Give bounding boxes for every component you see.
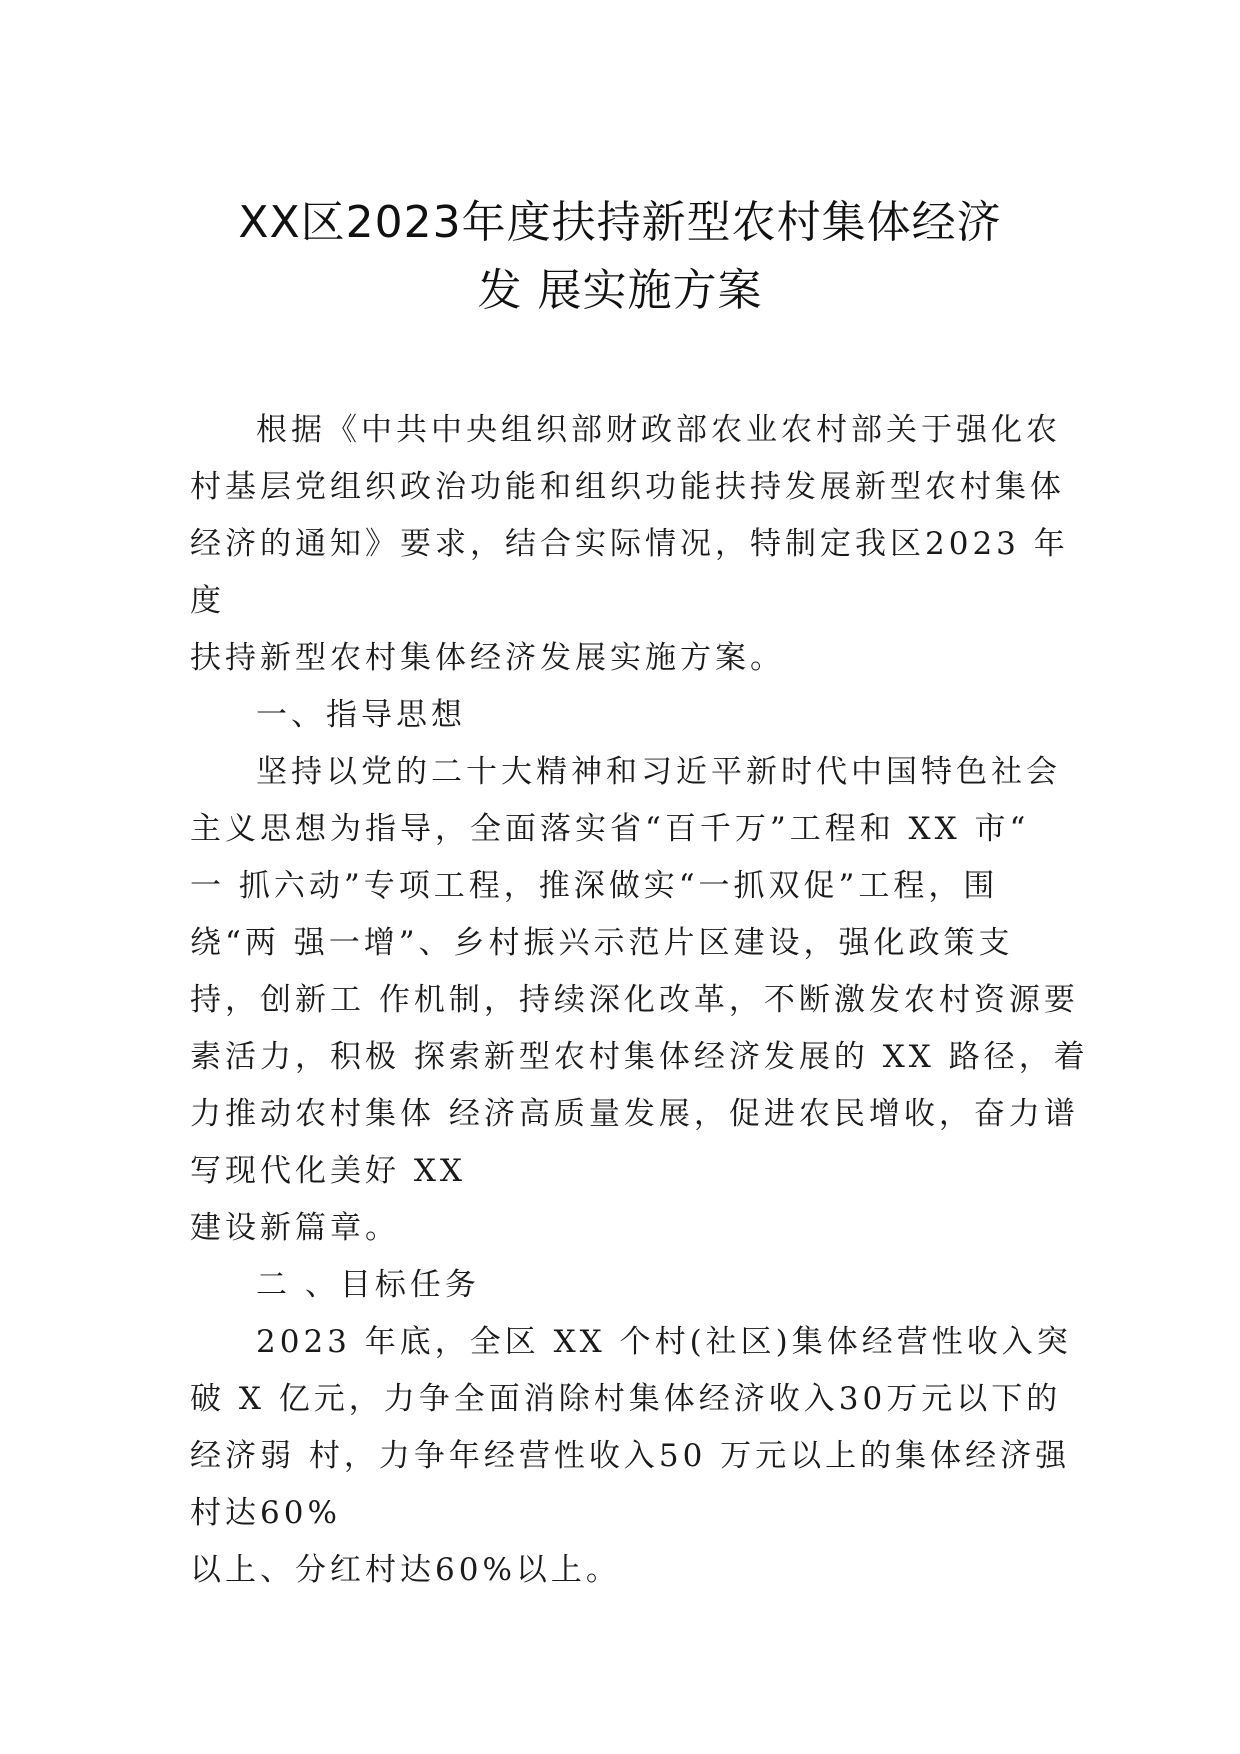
body-line: 2023 年底，全区 XX 个村(社区)集体经营性收入突 — [256, 1324, 1072, 1360]
body-line: 建设新篇章。 — [190, 1210, 400, 1246]
body-line: 一 抓六动”专项工程，推深做实“一抓双促”工程，围 — [190, 868, 999, 904]
body-line: 破 X 亿元，力争全面消除村集体经济收入30万元以下的 — [190, 1381, 1062, 1417]
body-line: 素活力，积极 探索新型农村集体经济发展的 XX 路径，着 — [190, 1039, 1089, 1075]
body-line: 写现代化美好 XX — [190, 1153, 466, 1189]
body-line: 坚持以党的二十大精神和习近平新时代中国特色社会 — [256, 754, 1061, 790]
body-line: 村基层党组织政治功能和组织功能扶持发展新型农村集体 — [190, 469, 1065, 505]
body-line: 持，创新工 作机制，持续深化改革，不断激发农村资源要 — [190, 982, 1079, 1018]
body-line: 度 — [190, 583, 225, 619]
document-title-line-2: 发 展实施方案 — [477, 265, 763, 316]
section-heading: 二 、目标任务 — [256, 1267, 480, 1303]
body-line: 村达60% — [190, 1495, 341, 1531]
document-title-line-1: XX区2023年度扶持新型农村集体经济 — [238, 197, 1002, 248]
body-line: 绕“两 强一增”、乡村振兴示范片区建设，强化政策支 — [190, 925, 1014, 961]
body-line: 扶持新型农村集体经济发展实施方案。 — [190, 640, 785, 676]
body-line: 主义思想为指导，全面落实省“百千万”工程和 XX 市“ — [190, 811, 1030, 847]
body-line: 经济弱 村，力争年经营性收入50 万元以上的集体经济强 — [190, 1438, 1071, 1474]
section-heading: 一、指导思想 — [256, 697, 466, 733]
body-line: 力推动农村集体 经济高质量发展，促进农民增收，奋力谱 — [190, 1096, 1079, 1132]
body-line: 根据《中共中央组织部财政部农业农村部关于强化农 — [256, 412, 1061, 448]
body-line: 以上、分红村达60%以上。 — [190, 1552, 621, 1588]
body-line: 经济的通知》要求，结合实际情况，特制定我区2023 年 — [190, 526, 1069, 562]
